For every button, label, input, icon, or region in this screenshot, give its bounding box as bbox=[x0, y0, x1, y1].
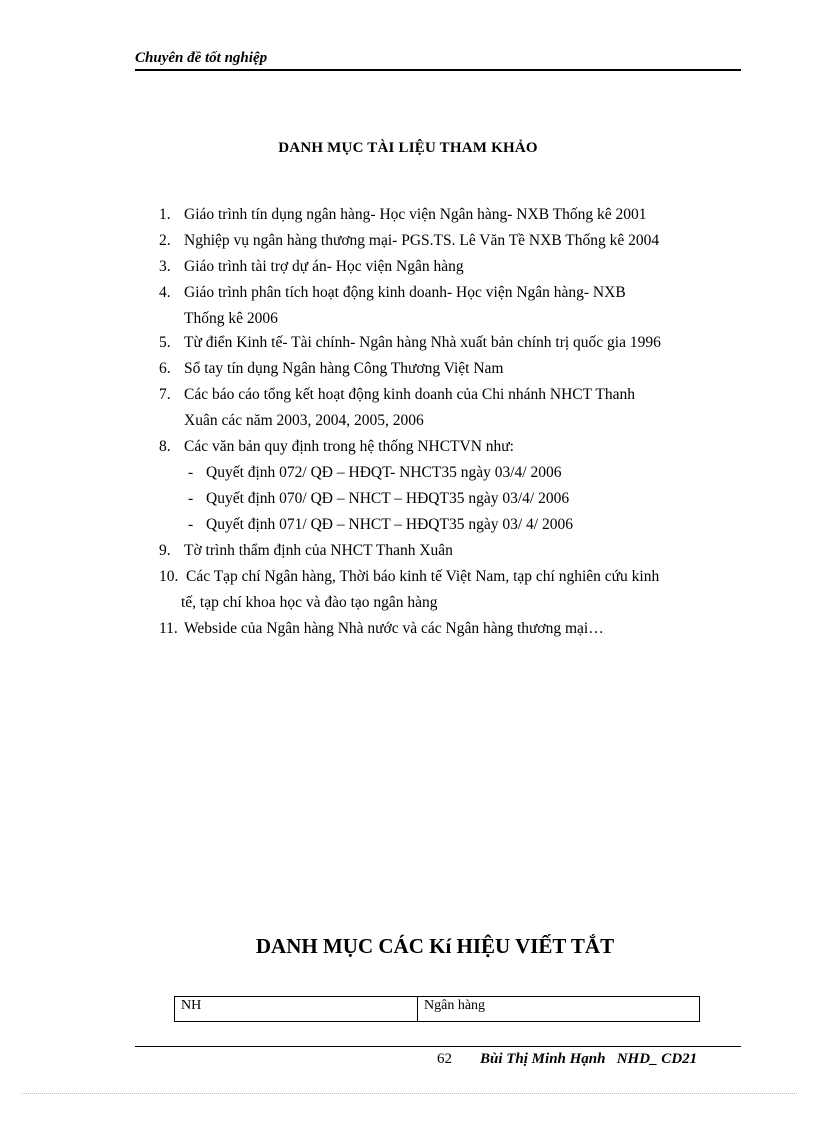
page-header bbox=[135, 49, 741, 71]
reference-number: 10. bbox=[159, 568, 179, 585]
reference-number: 6. bbox=[159, 360, 171, 377]
abbr-cell: NH bbox=[175, 997, 418, 1022]
reference-text: Quyết định 072/ QĐ – HĐQT- NHCT35 ngày 03/4/ 2006 bbox=[206, 464, 562, 481]
page-number: 62 bbox=[437, 1051, 452, 1067]
reference-text: Giáo trình phân tích hoạt động kinh doanh- Học viện Ngân hàng- NXB bbox=[184, 284, 626, 301]
reference-text: Tờ trình thẩm định của NHCT Thanh Xuân bbox=[184, 542, 453, 559]
subitem-dash: - bbox=[188, 490, 194, 507]
reference-text-continued: Thống kê 2006 bbox=[184, 310, 278, 327]
header-title: Chuyên đề tốt nghiệp bbox=[135, 50, 268, 66]
subitem-dash: - bbox=[188, 464, 194, 481]
reference-number: 11. bbox=[159, 620, 178, 637]
reference-text: Các Tạp chí Ngân hàng, Thời báo kinh tế Việt Nam, tạp chí nghiên cứu kinh bbox=[186, 568, 660, 585]
meaning-cell: Ngân hàng bbox=[418, 997, 700, 1022]
reference-text: Webside của Ngân hàng Nhà nước và các Ngân hàng thương mại… bbox=[184, 620, 604, 637]
reference-text: Quyết định 070/ QĐ – NHCT – HĐQT35 ngày 03/4/ 2006 bbox=[206, 490, 570, 507]
reference-number: 4. bbox=[159, 284, 171, 301]
reference-number: 3. bbox=[159, 258, 171, 275]
reference-text: Từ điển Kinh tế- Tài chính- Ngân hàng Nhà xuất bản chính trị quốc gia 1996 bbox=[184, 334, 661, 351]
table-row bbox=[175, 997, 700, 1022]
abbreviations-title: DANH MỤC CÁC Kí HIỆU VIẾT TẮT bbox=[255, 934, 615, 958]
reference-number: 5. bbox=[159, 334, 171, 351]
reference-text: Giáo trình tài trợ dự án- Học viện Ngân hàng bbox=[184, 258, 464, 275]
reference-number: 1. bbox=[159, 206, 171, 223]
reference-text-continued: Xuân các năm 2003, 2004, 2005, 2006 bbox=[184, 412, 424, 429]
reference-number: 9. bbox=[159, 542, 171, 559]
reference-text: Các báo cáo tổng kết hoạt động kinh doanh của Chi nhánh NHCT Thanh bbox=[184, 386, 635, 403]
reference-text: Quyết định 071/ QĐ – NHCT – HĐQT35 ngày 03/ 4/ 2006 bbox=[206, 516, 573, 533]
footer-divider bbox=[135, 1046, 741, 1047]
references-title: DANH MỤC TÀI LIỆU THAM KHẢO bbox=[278, 140, 538, 156]
reference-text: Nghiệp vụ ngân hàng thương mại- PGS.TS. Lê Văn Tề NXB Thống kê 2004 bbox=[184, 232, 660, 249]
reference-text: Các văn bản quy định trong hệ thống NHCTVN như: bbox=[184, 438, 514, 455]
footer-author: Bùi Thị Minh Hạnh NHD_ CD21 bbox=[480, 1051, 698, 1067]
reference-text: Giáo trình tín dụng ngân hàng- Học viện Ngân hàng- NXB Thống kê 2001 bbox=[184, 206, 647, 223]
reference-text-continued: tế, tạp chí khoa học và đào tạo ngân hàng bbox=[181, 594, 438, 611]
reference-number: 2. bbox=[159, 232, 171, 249]
abbreviations-table bbox=[174, 996, 700, 1022]
page-edge-dotted-line bbox=[22, 1093, 797, 1094]
subitem-dash: - bbox=[188, 516, 194, 533]
reference-text: Sổ tay tín dụng Ngân hàng Công Thương Việt Nam bbox=[184, 360, 504, 377]
reference-number: 8. bbox=[159, 438, 171, 455]
reference-number: 7. bbox=[159, 386, 171, 403]
